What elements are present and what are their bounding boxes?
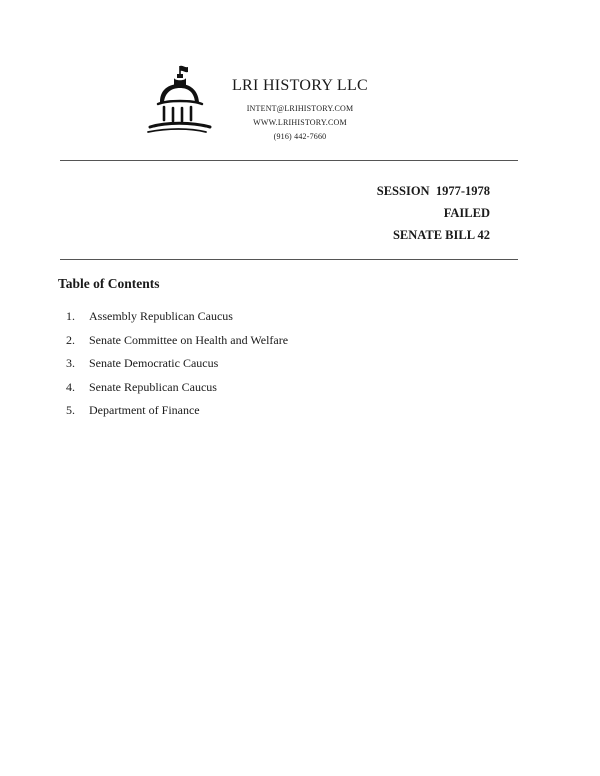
bottom-divider bbox=[60, 259, 518, 260]
toc-item-number: 3. bbox=[66, 356, 75, 370]
company-name: LRI HISTORY LLC bbox=[231, 77, 369, 94]
toc-item-number: 1. bbox=[66, 309, 75, 323]
company-phone: (916) 442-7660 bbox=[273, 132, 327, 141]
company-email: INTENT@LRIHISTORY.COM bbox=[246, 104, 354, 113]
toc-item-number: 4. bbox=[66, 379, 75, 394]
bill-number: SENATE BILL 42 bbox=[392, 228, 490, 242]
company-website: WWW.LRIHISTORY.COM bbox=[253, 118, 347, 127]
toc-item-number: 5. bbox=[66, 403, 75, 417]
toc-item-label: Senate Democratic Caucus bbox=[89, 356, 219, 370]
session-label: SESSION 1977-1978 bbox=[376, 184, 490, 198]
toc-item-label: Department of Finance bbox=[89, 403, 200, 417]
toc-item-label: Assembly Republican Caucus bbox=[89, 309, 233, 323]
capitol-dome-icon bbox=[146, 64, 212, 138]
toc-item bbox=[66, 376, 288, 400]
toc-list bbox=[66, 305, 288, 423]
top-divider bbox=[60, 160, 518, 161]
bill-status: FAILED bbox=[443, 206, 490, 220]
toc-item-number: 2. bbox=[66, 332, 75, 347]
toc-item-label: Senate Committee on Health and Welfare bbox=[89, 332, 289, 347]
bill-info bbox=[377, 180, 490, 246]
toc-item bbox=[66, 329, 288, 353]
toc-item bbox=[66, 352, 288, 376]
toc-heading: Table of Contents bbox=[58, 276, 160, 291]
toc-item bbox=[66, 399, 288, 423]
company-info bbox=[222, 76, 378, 144]
toc-item bbox=[66, 305, 288, 329]
toc-item-label: Senate Republican Caucus bbox=[89, 379, 217, 394]
